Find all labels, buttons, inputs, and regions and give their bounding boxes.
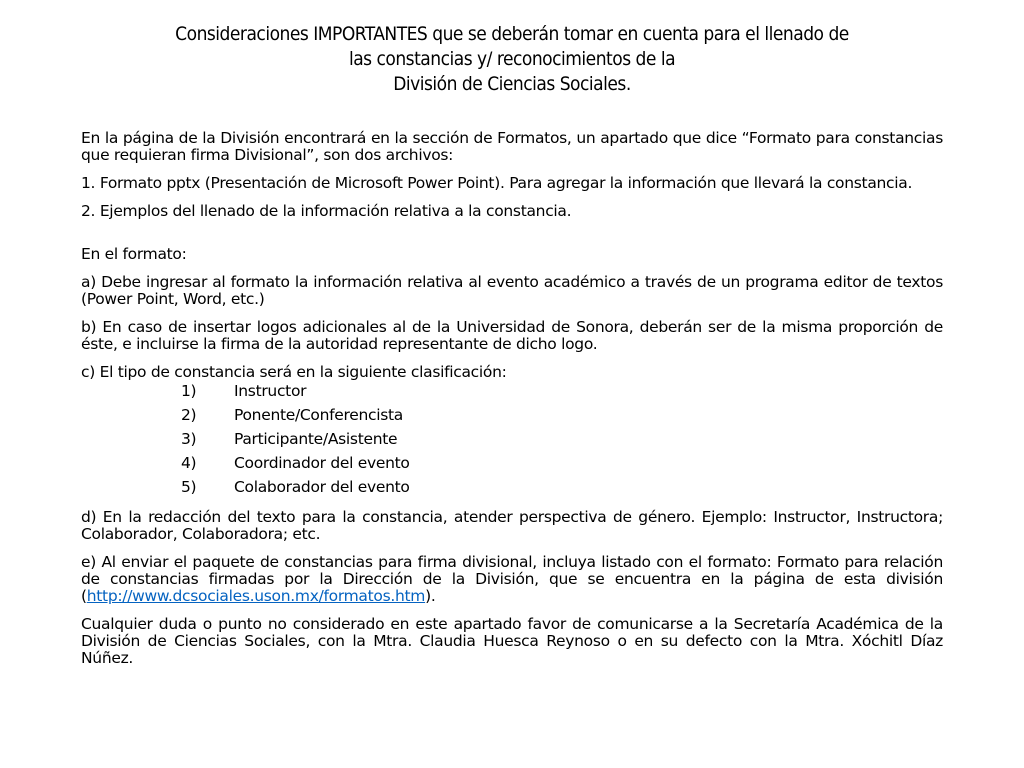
- intro-paragraph: En la página de la División encontrará en la sección de Formatos, un apartado que dice “Formato para constancias que requieran firma Divisional”, son dos archivos:: [81, 129, 943, 164]
- list-item-label: Colaborador del evento: [234, 478, 410, 496]
- list-item-number: 4): [181, 454, 197, 472]
- constancia-types-list: [81, 379, 943, 499]
- title-line-2: las constancias y/ reconocimientos de la: [348, 48, 676, 70]
- point-e-end: ).: [425, 587, 436, 605]
- formatos-link[interactable]: http://www.dcsociales.uson.mx/formatos.htm: [86, 587, 426, 605]
- point-c: c) El tipo de constancia será en la siguiente clasificación:: [81, 363, 507, 381]
- point-b: b) En caso de insertar logos adicionales al de la Universidad de Sonora, deberán ser de la misma proporción de éste, e incluirse la firma de la autoridad representante de dicho logo.: [81, 318, 943, 353]
- list-item-number: 3): [181, 430, 197, 448]
- list-item-label: Ponente/Conferencista: [234, 406, 403, 424]
- file-item-2: 2. Ejemplos del llenado de la información relativa a la constancia.: [81, 202, 572, 220]
- point-a: a) Debe ingresar al formato la información relativa al evento académico a través de un programa editor de textos (Power Point, Word, etc.): [81, 273, 943, 308]
- title-line-3: División de Ciencias Sociales.: [393, 73, 631, 95]
- file-item-1: 1. Formato pptx (Presentación de Microsoft Power Point). Para agregar la información que llevará la constancia.: [81, 174, 913, 192]
- list-item: [81, 475, 943, 499]
- list-item-number: 1): [181, 382, 197, 400]
- list-item-label: Instructor: [234, 382, 307, 400]
- list-item: [81, 403, 943, 427]
- format-heading: En el formato:: [81, 245, 187, 263]
- point-e-text: e) Al enviar el paquete de constancias para firma divisional, incluya listado con el formato: Formato para relación de constancias firmadas por la Dirección de la División, que se encuentra en la página de esta división (: [81, 553, 943, 605]
- point-e: [81, 554, 943, 605]
- list-item-label: Participante/Asistente: [234, 430, 398, 448]
- content-body: [81, 130, 943, 678]
- list-item: [81, 451, 943, 475]
- list-item-number: 5): [181, 478, 197, 496]
- title-line-1: Consideraciones IMPORTANTES que se deberán tomar en cuenta para el llenado de: [175, 23, 849, 45]
- list-item: [81, 427, 943, 451]
- page-title: [60, 22, 964, 97]
- list-item: [81, 379, 943, 403]
- closing-paragraph: Cualquier duda o punto no considerado en este apartado favor de comunicarse a la Secretaría Académica de la División de Ciencias Sociales, con la Mtra. Claudia Huesca Reynoso o en su defecto con la Mtra. Xóchitl Díaz Núñez.: [81, 615, 943, 667]
- list-item-label: Coordinador del evento: [234, 454, 410, 472]
- point-d: d) En la redacción del texto para la constancia, atender perspectiva de género. Ejemplo: Instructor, Instructora; Colaborador, Colaboradora; etc.: [81, 508, 943, 543]
- list-item-number: 2): [181, 406, 197, 424]
